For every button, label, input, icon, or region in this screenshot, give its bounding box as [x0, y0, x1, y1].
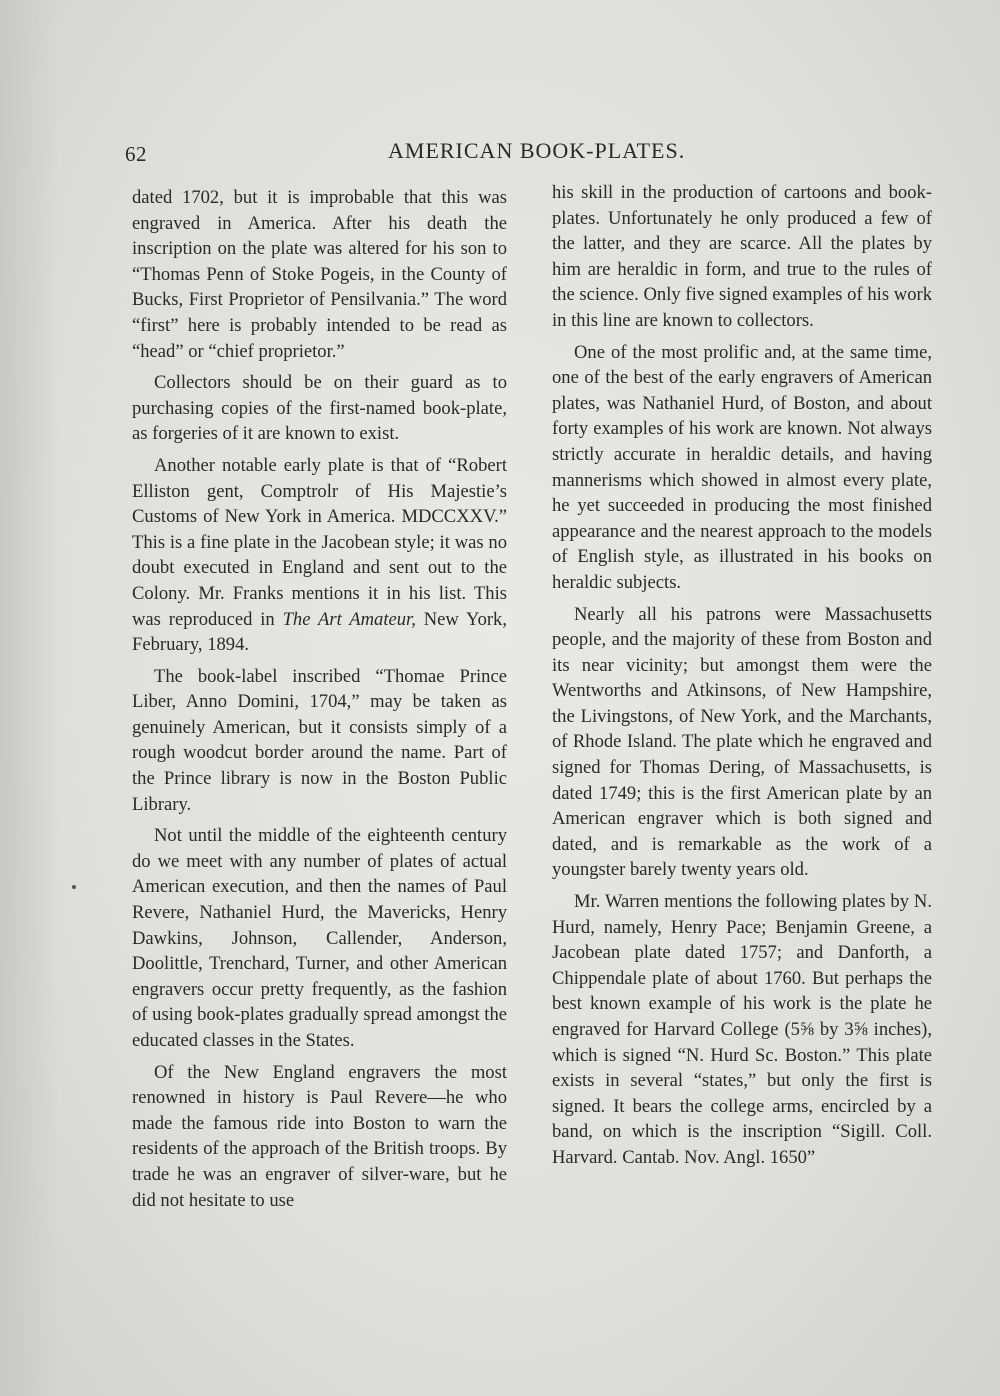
left-column: [132, 185, 507, 1219]
paragraph-text: Another notable early plate is that of “Robert Elliston gent, Comptrolr of His Majestie’s Customs of New York in America. MDCCXXV.” This is a fine plate in the Jacobean style; it was no doubt executed in England and sent out to the Colony. Mr. Franks mentions it in his list. This was reproduced in: [132, 454, 507, 630]
paragraph: Nearly all his patrons were Massachusetts people, and the majority of these from Boston and its near vicinity; but amongst them were the Wentworths and Atkinsons, of New Hampshire, the Livingstons, of New York, and the Marchants, of Rhode Island. The plate which he engraved and signed for Thomas Dering, of Massachusetts, is dated 1749; this is the first American plate by an American engraver which is both signed and dated, and is remarkable as the work of a youngster barely twenty years old.: [552, 603, 932, 881]
paragraph: Of the New England engravers the most renowned in history is Paul Revere—he who made the famous ride into Boston to warn the residents of the approach of the British troops. By trade he was an engraver of silver-ware, but he did not hesitate to use: [132, 1061, 507, 1211]
paragraph-text: New York, February, 1894.: [132, 608, 508, 656]
paragraph: Not until the middle of the eighteenth century do we meet with any number of plates of actual American execution, and then the names of Paul Revere, Nathaniel Hurd, the Mavericks, Henry Dawkins, Johnson, Callender, Anderson, Doolittle, Trenchard, Turner, and other American engravers occur pretty frequently, as the fashion of using book-plates gradually spread amongst the educated classes in the States.: [132, 825, 507, 1051]
paragraph: Mr. Warren mentions the following plates by N. Hurd, namely, Henry Pace; Benjamin Greene, a Jacobean plate dated 1757; and Danforth, a Chippendale plate of about 1760. But perhaps the best known example of his work is the plate he engraved for Harvard College (5⅝ by 3⅝ inches), which is signed “N. Hurd Sc. Boston.” This plate exists in several “states,” but only the first is signed. It bears the college arms, encircled by a band, on which is the inscription “Sigill. Coll. Harvard. Cantab. Nov. Angl. 1650”: [552, 891, 932, 1168]
page-number: 62: [125, 142, 147, 166]
right-column: [552, 180, 932, 1177]
paragraph: dated 1702, but it is improbable that this was engraved in America. After his death the inscription on the plate was altered for his son to “Thomas Penn of Stoke Pogeis, in the County of Bucks, First Proprietor of Pensilvania.” The word “first” here is probably intended to be read as “head” or “chief proprietor.”: [132, 187, 507, 362]
ink-speck: [72, 885, 76, 889]
paragraph: The book-label inscribed “Thomae Prince Liber, Anno Domini, 1704,” may be taken as genuinely American, but it consists simply of a rough woodcut border around the name. Part of the Prince library is now in the Boston Public Library.: [132, 665, 507, 815]
paragraph: his skill in the production of cartoons and book-plates. Unfortunately he only produced a few of the latter, and they are scarce. All the plates by him are heraldic in form, and true to the rules of the science. Only five signed examples of his work in this line are known to collectors.: [552, 182, 932, 331]
paragraph: Collectors should be on their guard as to purchasing copies of the first-named book-plate, as forgeries of it are known to exist.: [132, 372, 507, 445]
paragraph: [132, 453, 507, 658]
periodical-title: The Art Amateur,: [282, 608, 416, 630]
running-head: AMERICAN BOOK-PLATES.: [388, 138, 686, 163]
paragraph: One of the most prolific and, at the same time, one of the best of the early engravers of American plates, was Nathaniel Hurd, of Boston, and about forty examples of his work are known. Not always strictly accurate in heraldic details, and having mannerisms which showed in almost every plate, he yet succeeded in producing the most finished appearance and the nearest approach to the models of English style, as illustrated in his books on heraldic subjects.: [552, 341, 932, 593]
gutter-shadow: [0, 0, 60, 1396]
